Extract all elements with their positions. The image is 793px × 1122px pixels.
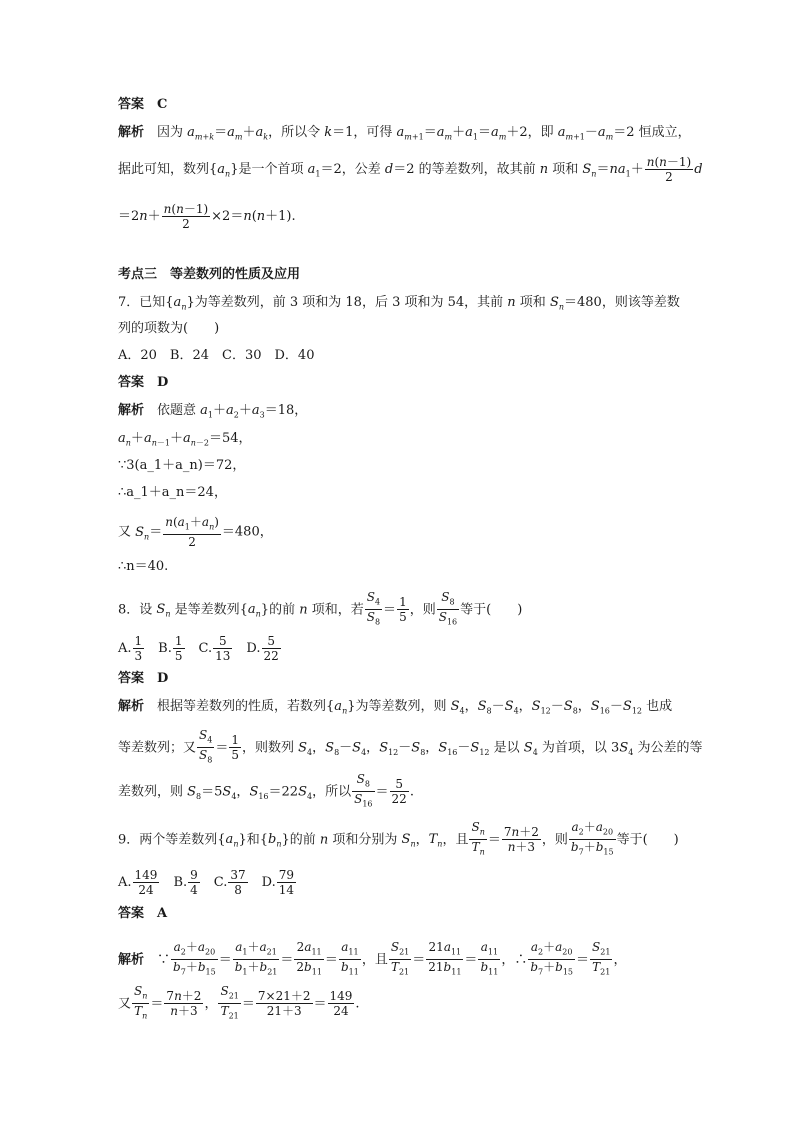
q7-analysis-6: ∴n＝40.	[118, 559, 169, 574]
q9-options-line: A. $\frac{149}{24}$ B. $\frac{9}{4}$ C. $\frac{37}{8}$ D. $\frac{79}{14}$	[118, 868, 295, 897]
q6-answer: 答案 C	[118, 97, 168, 112]
q7-options: A．20 B．24 C．30 D．40	[118, 348, 315, 363]
q6-analysis-line2: 据此可知，数列$\{a_n\}$是一个首项 $a_1=2$，公差 d＝2 的等差数列，故其前 n 项和 $S_n=na_1+$ $\frac{n(n-1)}{2}$ d	[118, 155, 703, 184]
q8-analysis-1: 解析 根据等差数列的性质，若数列$\{a_n\}$为等差数列，则 $S_4$，$S_8-S_4$，$S_{12}-S_8$，$S_{16}-S_{12}$ 也成	[118, 699, 673, 716]
q6-analysis-line3: ＝2n＋ $\frac{n(n-1)}{2}$ ×2＝n(n＋1).	[118, 202, 296, 231]
q7-analysis-3: ∵3(a_1＋a_n)＝72，	[118, 458, 246, 473]
q7-analysis-5: 又 $S_n=$ $\frac{n(a_1+a_n)}{2}$ ＝480，	[118, 515, 273, 550]
q7-stem-line2: 列的项数为( )	[118, 321, 220, 336]
q9-analysis-1: 解析 ∵ $\frac{a_2+a_{20}}{b_7+b_{15}}$ ＝ $\frac{a_1+a_{21}}{b_1+b_{21}}$ ＝ $\frac{2a_{11}}{2b_{11}}$ ＝ $\frac{a_{11}}{b_{11}}$ ，且 $\frac{S_{21}}{T_{21}}$ ＝ $\frac{21a_{11}}{21b_{11}}$ ＝ $\frac{a_{11}}{b_{11}}$ ，∴ $\frac{a_2+a_{20}}{b_7+b_{15}}$ ＝ $\frac{S_{21}}{T_{21}}$ ，	[118, 940, 627, 977]
q7-analysis-2: $a_n+a_{n-1}+a_{n-2}=54$，	[118, 431, 252, 448]
q7-analysis-4: ∴a_1＋a_n＝24，	[118, 485, 227, 500]
q9-analysis-2: 又 $\frac{S_n}{T_n}$ ＝ $\frac{7n+2}{n+3}$ ， $\frac{S_{21}}{T_{21}}$ ＝ $\frac{7\times 21+2}{21+3}$ ＝ $\frac{149}{24}$ .	[118, 984, 360, 1021]
q7-stem-line1: 7．已知$\{a_n\}$为等差数列，前 3 项和为 18，后 3 项和为 54，其前 n 项和 $S_n=480$，则该等差数	[118, 295, 680, 312]
q8-options-line: A. $\frac{1}{3}$ B. $\frac{1}{5}$ C. $\frac{5}{13}$ D. $\frac{5}{22}$	[118, 634, 279, 663]
section-heading: 考点三 等差数列的性质及应用	[118, 267, 301, 282]
q8-analysis-2: 等差数列；又 $\frac{S_4}{S_8}$ ＝ $\frac{1}{5}$ ，则数列 $S_4$，$S_8-S_4$，$S_{12}-S_8$，$S_{16}-S_{12}$ 是以 $S_4$ 为首项，以 $3S_4$ 为公差的等	[118, 728, 703, 765]
q6-analysis-line1: 解析 因为 $a_{m+k}=a_m+a_k$，所以令 k＝1，可得 $a_{m+1}=a_m+a_1=a_m+2$，即 $a_{m+1}-a_m=2$ 恒成立，	[118, 125, 691, 142]
q7-analysis-1: 解析 依题意 $a_1+a_2+a_3=18$，	[118, 403, 308, 420]
q8-answer: 答案 D	[118, 671, 169, 686]
q8-stem-line: 8．设 $S_n$ 是等差数列$\{a_n\}$的前 n 项和，若 $\frac{S_4}{S_8}$ ＝ $\frac{1}{5}$ ，则 $\frac{S_8}{S_{16}}$ 等于( )	[118, 590, 523, 627]
q7-answer: 答案 D	[118, 375, 169, 390]
q8-analysis-3: 差数列，则 $S_8=5S_4$，$S_{16}=22S_4$，所以 $\frac{S_8}{S_{16}}$ ＝ $\frac{5}{22}$ .	[118, 772, 414, 809]
q9-stem-line: 9．两个等差数列$\{a_n\}$和$\{b_n\}$的前 n 项和分别为 $S_n$，$T_n$，且 $\frac{S_n}{T_n}$ ＝ $\frac{7n+2}{n+3}$ ，则 $\frac{a_2+a_{20}}{b_7+b_{15}}$ 等于( )	[118, 820, 679, 857]
q9-answer: 答案 A	[118, 906, 168, 921]
